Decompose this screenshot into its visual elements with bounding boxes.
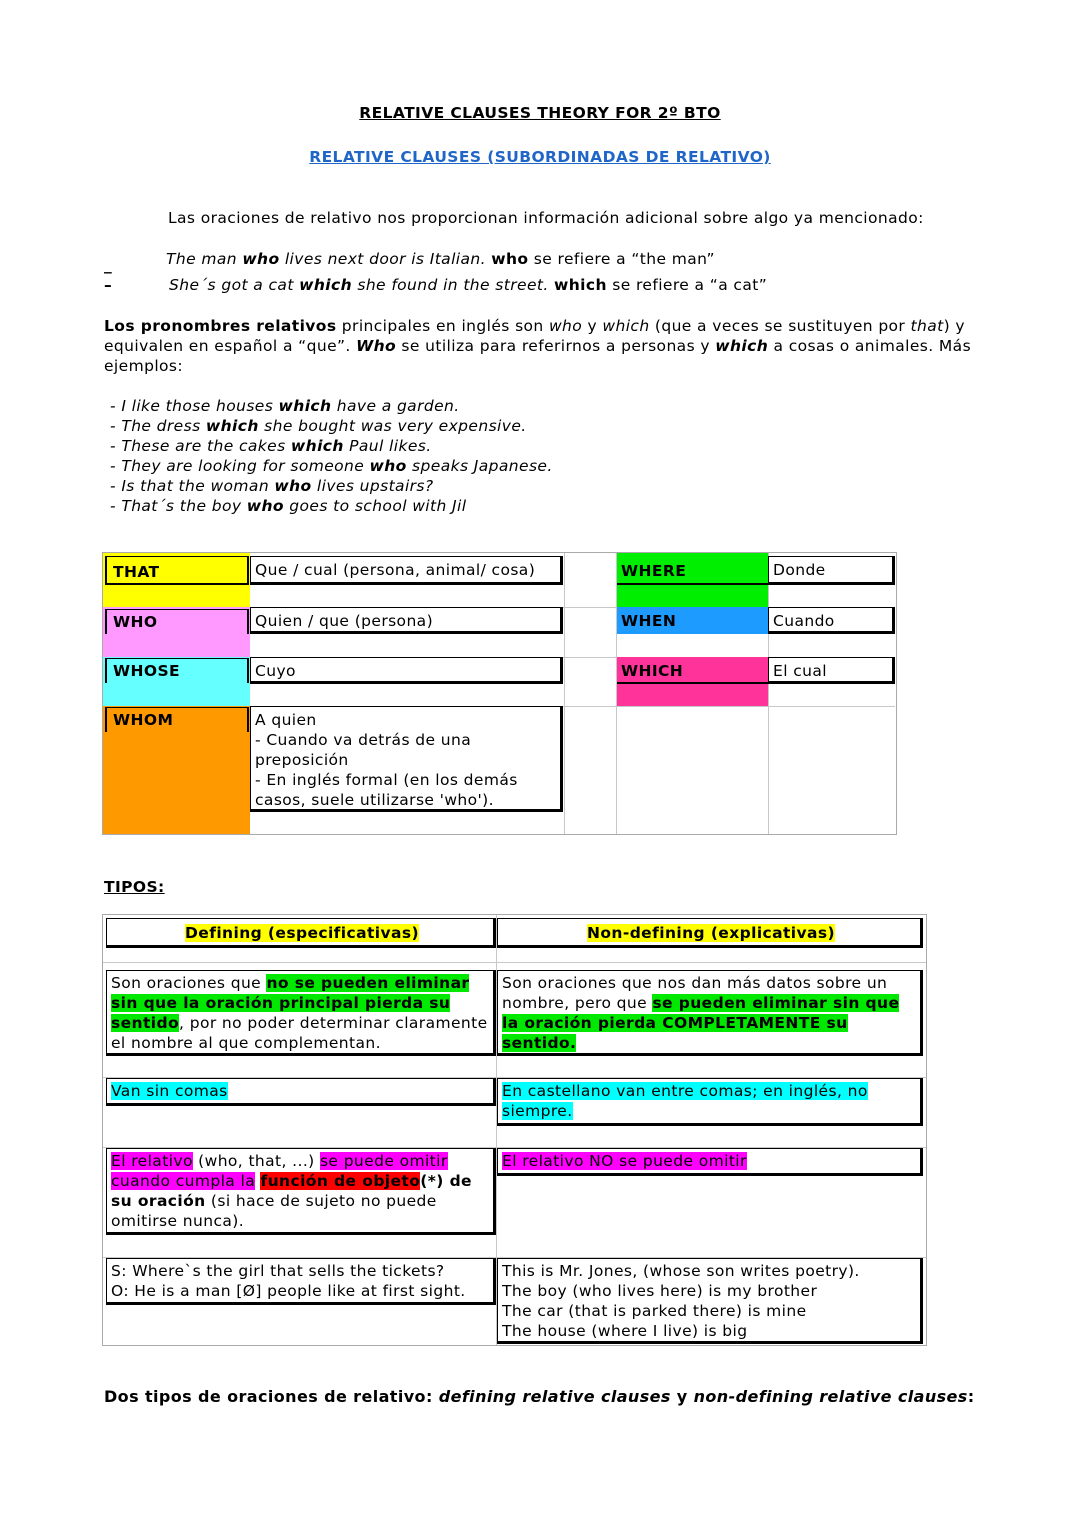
para-bold-italic: which bbox=[715, 337, 769, 355]
defining-header bbox=[106, 918, 496, 948]
example-1 bbox=[166, 250, 715, 268]
pronoun-when: WHEN bbox=[617, 607, 768, 634]
types-table bbox=[102, 914, 927, 1346]
para-italic: that bbox=[910, 317, 944, 335]
defining-commas: Van sin comas bbox=[106, 1078, 496, 1106]
pronoun-whose: WHOSE bbox=[105, 658, 249, 683]
example-line: S: Where`s the girl that sells the tickets? bbox=[111, 1262, 445, 1280]
bullet-dash: – bbox=[104, 276, 113, 294]
example-pronoun: which bbox=[554, 276, 607, 294]
pronoun-table bbox=[102, 552, 897, 835]
meaning-that: Que / cual (persona, animal/ cosa) bbox=[250, 556, 563, 585]
para-text: (que a veces se sustituyen por bbox=[649, 317, 911, 335]
para-text: principales en inglés son bbox=[336, 317, 549, 335]
nondefining-omit: El relativo NO se puede omitir bbox=[497, 1148, 923, 1176]
defining-examples bbox=[106, 1258, 496, 1305]
pronoun-which: WHICH bbox=[617, 657, 768, 684]
example-line: This is Mr. Jones, (whose son writes poetry). bbox=[502, 1262, 860, 1280]
meaning-whose: Cuyo bbox=[250, 657, 563, 684]
list-item: - The dress which she bought was very expensive. bbox=[110, 417, 527, 435]
example-line: The car (that is parked there) is mine bbox=[502, 1302, 807, 1320]
pronoun-that: THAT bbox=[105, 556, 249, 585]
example-pronoun: who bbox=[491, 250, 529, 268]
example-pronoun: who bbox=[242, 250, 280, 268]
example-explanation: se refiere a “the man” bbox=[528, 250, 715, 268]
document-title: RELATIVE CLAUSES THEORY FOR 2º BTO bbox=[359, 104, 721, 122]
nondefining-commas: En castellano van entre comas; en inglés, no siempre. bbox=[497, 1078, 923, 1126]
para-italic: which bbox=[602, 317, 650, 335]
list-item: - That´s the boy who goes to school with Jil bbox=[110, 497, 467, 515]
list-item: - I like those houses which have a garden. bbox=[110, 397, 460, 415]
para-text: a cosas o animales. Más ejemplos: bbox=[104, 337, 972, 375]
pronoun-where: WHERE bbox=[617, 556, 768, 585]
whom-line: - En inglés formal (en los demás casos, suele utilizarse 'who'). bbox=[255, 771, 518, 809]
example-text: lives next door is Italian. bbox=[279, 250, 492, 268]
document-subtitle: RELATIVE CLAUSES (SUBORDINADAS DE RELATIVO) bbox=[309, 148, 771, 166]
list-item: - These are the cakes which Paul likes. bbox=[110, 437, 432, 455]
bullet-dash: _ bbox=[104, 256, 113, 274]
nondefining-description: Son oraciones que nos dan más datos sobre un nombre, pero que se pueden eliminar sin que la oración pierda COMPLETAMENTE su sentido. bbox=[497, 970, 923, 1056]
footer-text: Dos tipos de oraciones de relativo: defining relative clauses y non-defining relative clauses: bbox=[104, 1387, 975, 1406]
nondefining-examples bbox=[497, 1258, 923, 1344]
whom-line: - Cuando va detrás de una preposición bbox=[255, 731, 472, 769]
example-line: O: He is a man [Ø] people like at first sight. bbox=[111, 1282, 466, 1300]
example-text: she found in the street. bbox=[352, 276, 555, 294]
example-explanation: se refiere a “a cat” bbox=[606, 276, 768, 294]
example-text: She´s got a cat bbox=[169, 276, 300, 294]
tipos-heading: TIPOS: bbox=[104, 878, 165, 896]
list-item: - They are looking for someone who speaks Japanese. bbox=[110, 457, 553, 475]
para-bold: Los pronombres relativos bbox=[104, 317, 337, 335]
meaning-which: El cual bbox=[768, 657, 895, 684]
list-item: - Is that the woman who lives upstairs? bbox=[110, 477, 434, 495]
para-text: se utiliza para referirnos a personas y bbox=[396, 337, 716, 355]
whom-line: A quien bbox=[255, 711, 317, 729]
defining-description: Son oraciones que no se pueden eliminar sin que la oración principal pierda su sentido, por no poder determinar claramente el nombre al que complementan. bbox=[106, 970, 496, 1056]
example-2 bbox=[169, 276, 767, 294]
defining-omit: El relativo (who, that, ...) se puede omitir cuando cumpla la función de objeto(*) de su oración (si hace de sujeto no puede omitirse nunca). bbox=[106, 1148, 496, 1235]
intro-text: Las oraciones de relativo nos proporcionan información adicional sobre algo ya mencionado: bbox=[168, 209, 924, 227]
example-pronoun: which bbox=[299, 276, 353, 294]
pronoun-whom: WHOM bbox=[105, 707, 249, 732]
example-text: The man bbox=[166, 250, 243, 268]
header-text: Non-defining (explicativas) bbox=[587, 924, 835, 942]
pronoun-who: WHO bbox=[105, 609, 249, 634]
meaning-where: Donde bbox=[768, 556, 895, 585]
meaning-when: Cuando bbox=[768, 607, 895, 634]
meaning-who: Quien / que (persona) bbox=[250, 607, 563, 634]
example-line: The house (where I live) is big bbox=[502, 1322, 748, 1340]
pronouns-paragraph bbox=[104, 316, 984, 376]
para-bold-italic: Who bbox=[356, 337, 397, 355]
header-text: Defining (especificativas) bbox=[185, 924, 419, 942]
meaning-whom bbox=[250, 706, 563, 812]
para-text: y bbox=[582, 317, 603, 335]
nondefining-header bbox=[497, 918, 923, 948]
example-line: The boy (who lives here) is my brother bbox=[502, 1282, 818, 1300]
para-italic: who bbox=[548, 317, 583, 335]
examples-list bbox=[110, 396, 553, 516]
para-text: ) y equivalen en español a “que”. bbox=[104, 317, 965, 355]
